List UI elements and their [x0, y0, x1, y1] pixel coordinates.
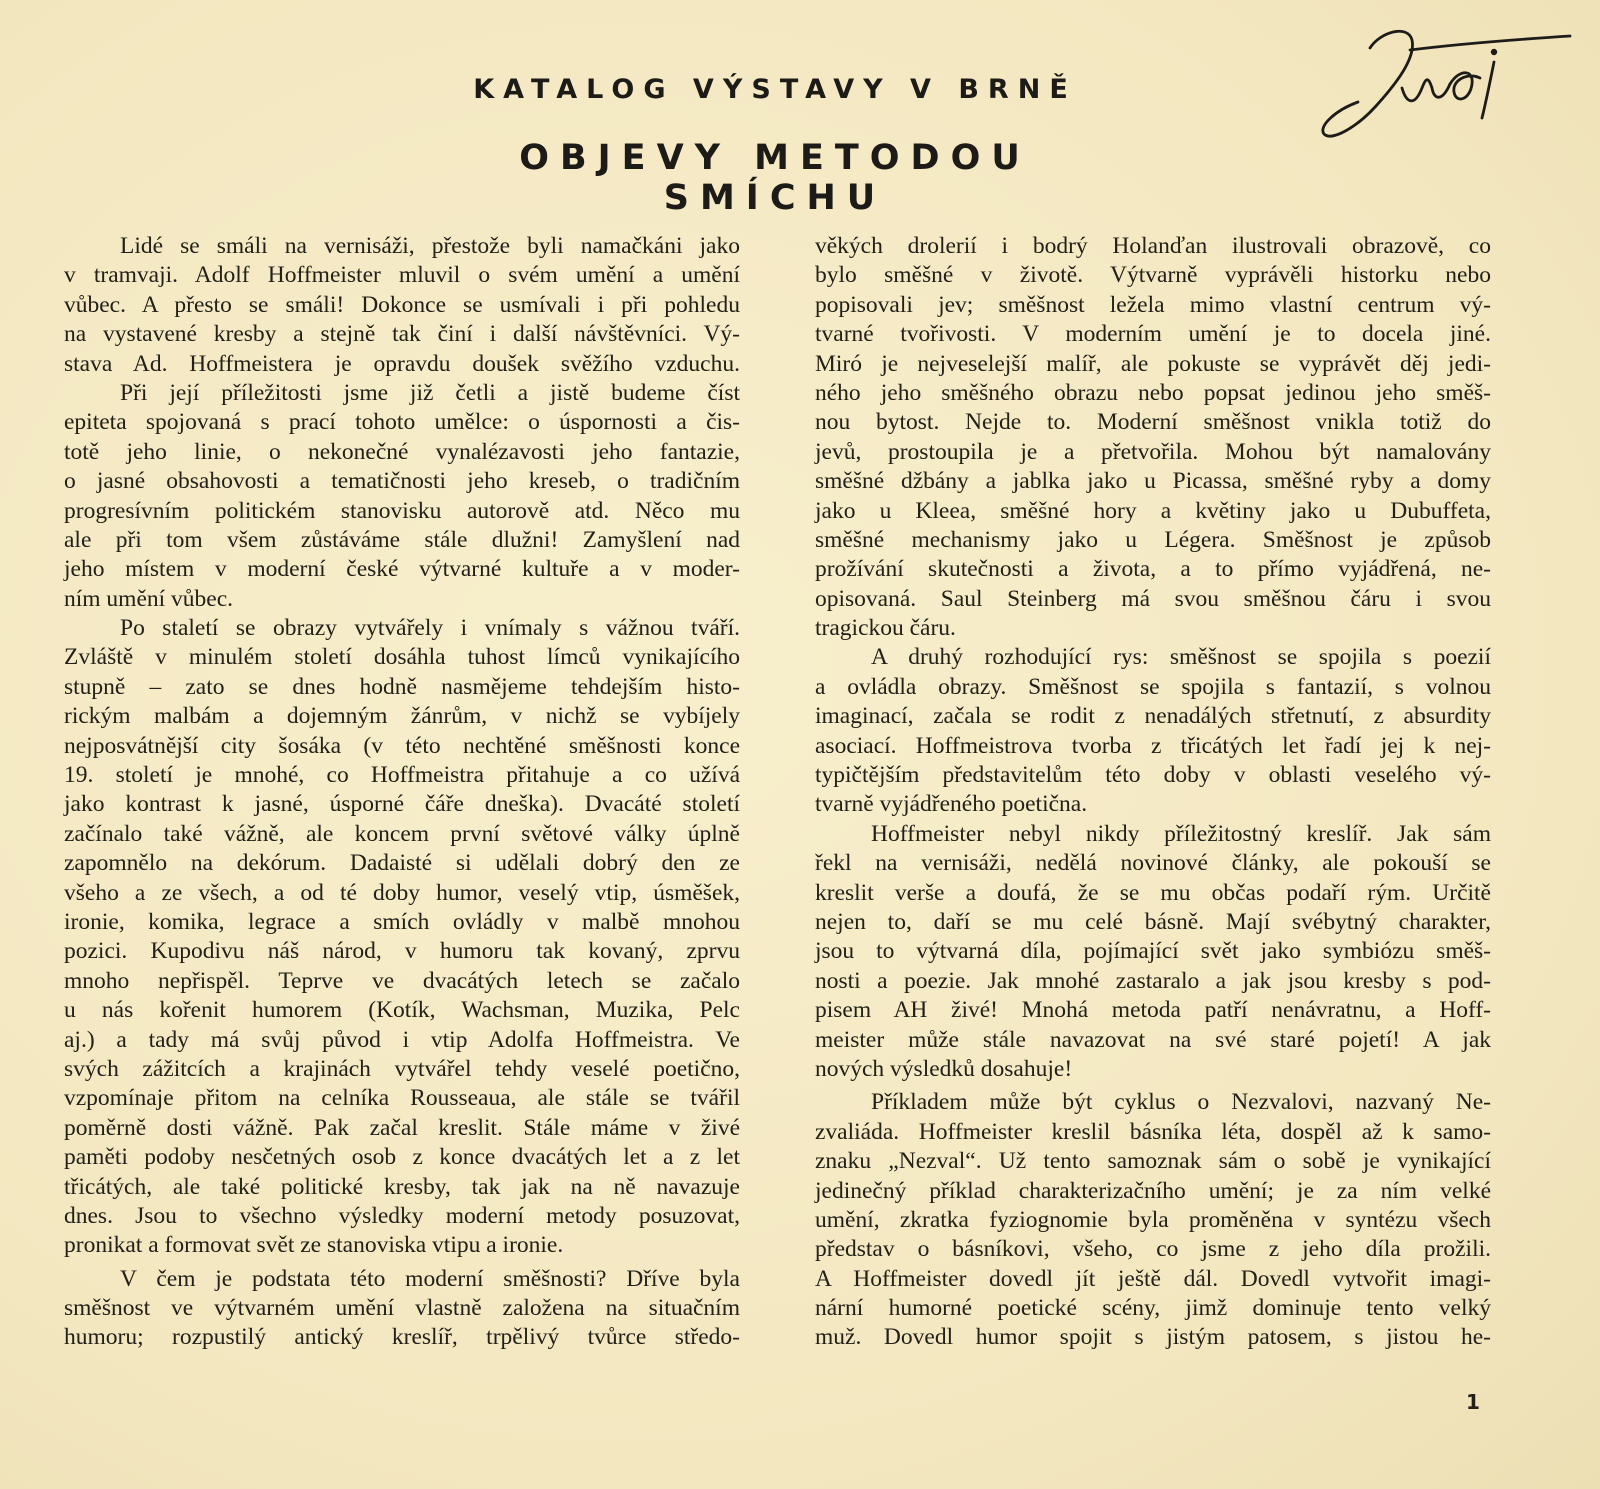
text-line: ale při tom všem zůstáváme stále dlužni! Zamyšlení nad: [64, 526, 740, 553]
text-line: Miró je nejveselejší malíř, ale pokuste se vyprávět děj jedi-: [815, 350, 1491, 377]
text-line: nejposvátnější city šosáka (v této nechtěné směšnosti konce: [64, 732, 740, 759]
text-line: všeho a ze všech, a od té doby humor, veselý vtip, úsměšek,: [64, 879, 740, 906]
text-line: muž. Dovedl humor spojit s jistým patosem, s jistou he-: [815, 1324, 1491, 1351]
text-line: imaginací, začala se rodit z nenadálých střetnutí, z absurdity: [815, 703, 1491, 730]
text-line: směšné mechanismy jako u Légera. Směšnost je způsob: [815, 526, 1491, 553]
text-line: epiteta spojovaná s prací tohoto umělce: o úspornosti a čis-: [64, 409, 740, 436]
text-line: ním umění vůbec.: [64, 585, 234, 612]
text-line: u nás kořenit humorem (Kotík, Wachsman, Muzika, Pelc: [64, 997, 740, 1024]
text-line: vzpomínaje přitom na celníka Rousseaua, ale stále se tvářil: [64, 1085, 740, 1112]
text-line: totě jeho linie, o nekonečné vynalézavosti jeho fantazie,: [64, 438, 740, 465]
text-line: Po staletí se obrazy vytvářely i vnímaly s vážnou tváří.: [120, 615, 740, 642]
text-line: nových výsledků dosahuje!: [815, 1055, 1073, 1082]
article-headline: OBJEVY METODOU SMÍCHU: [519, 138, 1031, 218]
text-line: ironie, komika, legrace a smích ovládly v malbě mnohou: [64, 908, 740, 935]
text-line: poměrně dosti vážně. Pak začal kreslit. Stále máme v živé: [64, 1114, 740, 1141]
text-line: představ o básníkovi, všeho, co jsme z jeho díla prožili.: [815, 1236, 1491, 1263]
text-line: mnoho nepřispěl. Teprve ve dvacátých letech se začalo: [64, 967, 740, 994]
text-line: znaku „Nezval“. Už tento samoznak sám o sobě je vynikající: [815, 1148, 1491, 1175]
text-line: začínalo také vážně, ale koncem první světové války úplně: [64, 820, 740, 847]
text-line: řekl na vernisáži, nedělá novinové články, ale pokouší se: [815, 850, 1491, 877]
text-line: prožívání skutečnosti a života, a to přímo vyjádřená, ne-: [815, 556, 1491, 583]
catalog-kicker: KATALOG VÝSTAVY V BRNĚ: [473, 74, 1077, 105]
text-line: progresívním politickém stanovisku autorově atd. Něco mu: [64, 497, 740, 524]
left-text-column: [64, 232, 740, 1353]
text-line: věkých drolerií i bodrý Holanďan ilustrovali obrazově, co: [815, 233, 1491, 259]
text-line: Hoffmeister nebyl nikdy příležitostný kreslíř. Jak sám: [871, 820, 1491, 847]
handwritten-signature: [1318, 18, 1576, 148]
text-line: bylo směšné v životě. Výtvarně vyprávěli historku nebo: [815, 262, 1491, 289]
text-line: Zvláště v minulém století dosáhla tuhost límců vynikajícího: [64, 644, 740, 671]
text-line: tvarné tvořivosti. V moderním umění je to docela jiné.: [815, 321, 1491, 348]
text-line: V čem je podstata této moderní směšnosti? Dříve byla: [120, 1265, 740, 1292]
text-line: meister může stále navazovat na své staré pojetí! A jak: [815, 1026, 1491, 1053]
text-line: v tramvaji. Adolf Hoffmeister mluvil o svém umění a umění: [64, 262, 740, 289]
text-line: paměti podoby nesčetných osob z konce dvacátých let a z let: [64, 1144, 740, 1171]
text-line: stava Ad. Hoffmeistera je opravdu doušek svěžího vzduchu.: [64, 350, 740, 377]
text-line: 19. století je mnohé, co Hoffmeistra přitahuje a co užívá: [64, 762, 740, 789]
text-line: rickým malbám a dojemným žánrům, v nichž se vybíjely: [64, 703, 740, 730]
text-line: umění, zkratka fyziognomie byla proměněna v syntézu všech: [815, 1206, 1491, 1233]
text-line: nární humorné poetické scény, jimž dominuje tento velký: [815, 1295, 1491, 1322]
text-line: Lidé se smáli na vernisáži, přestože byli namačkáni jako: [120, 233, 740, 259]
text-line: kreslit verše a doufá, že se mu občas podaří rým. Určitě: [815, 879, 1491, 906]
text-line: popisovali jev; směšnost ležela mimo vlastní centrum vý-: [815, 291, 1491, 318]
text-line: pozici. Kupodivu náš národ, v humoru tak kovaný, zprvu: [64, 938, 740, 965]
text-line: jsou to výtvarná díla, pojímající svět jako symbiózu směš-: [815, 938, 1491, 965]
text-line: směšné džbány a jablka jako u Picassa, směšné ryby a domy: [815, 468, 1491, 495]
text-line: humoru; rozpustilý antický kreslíř, trpělivý tvůrce středo-: [64, 1324, 740, 1351]
text-line: na vystavené kresby a stejně tak činí i další návštěvníci. Vý-: [64, 321, 740, 348]
text-line: jako kontrast k jasné, úsporné čáře dneška). Dvacáté století: [64, 791, 740, 818]
text-line: pronikat a formovat svět ze stanoviska vtipu a ironie.: [64, 1232, 564, 1259]
text-line: nosti a poezie. Jak mnohé zastaralo a jak jsou kresby s pod-: [815, 967, 1491, 994]
text-line: stupně – zato se dnes hodně nasmějeme tehdejším histo-: [64, 673, 740, 700]
text-line: pisem AH živé! Mnohá metoda patří nenávratnu, a Hoff-: [815, 997, 1491, 1024]
text-line: typičtějším představitelům této doby v oblasti veselého vý-: [815, 762, 1491, 789]
text-line: vůbec. A přesto se smáli! Dokonce se usmívali i při pohledu: [64, 291, 740, 318]
text-line: o jasné obsahovosti a tematičnosti jeho kreseb, o tradičním: [64, 468, 740, 495]
text-line: jako u Kleea, směšné hory a květiny jako u Dubuffeta,: [815, 497, 1491, 524]
text-line: tvarně vyjádřeného poetična.: [815, 791, 1088, 818]
text-line: jevů, prostoupila je a přetvořila. Mohou být namalovány: [815, 438, 1491, 465]
text-line: dnes. Jsou to všechno výsledky moderní metody posuzovat,: [64, 1202, 740, 1229]
text-line: nejen to, daří se mu celé básně. Mají svébytný charakter,: [815, 908, 1491, 935]
text-line: opisovaná. Saul Steinberg má svou směšnou čáru i svou: [815, 585, 1491, 612]
text-line: zapomnělo na dekórum. Dadaisté si udělali dobrý den ze: [64, 850, 740, 877]
page-number: 1: [1466, 1390, 1480, 1414]
text-line: aj.) a tady má svůj původ i vtip Adolfa Hoffmeistra. Ve: [64, 1026, 740, 1053]
text-line: tragickou čáru.: [815, 615, 956, 642]
text-line: třicátých, ale také politické kresby, tak jak na ně navazuje: [64, 1173, 740, 1200]
text-line: ného jeho směšného obrazu nebo popsat jedinou jeho směš-: [815, 379, 1491, 406]
text-line: jedinečný příklad charakterizačního umění; je za ním velké: [815, 1177, 1491, 1204]
text-line: jeho místem v moderní české výtvarné kultuře a v moder-: [64, 556, 740, 583]
text-line: A druhý rozhodující rys: směšnost se spojila s poezií: [871, 644, 1491, 671]
text-line: A Hoffmeister dovedl jít ještě dál. Dovedl vytvořit imagi-: [815, 1265, 1491, 1292]
text-line: Při její příležitosti jsme již četli a jistě budeme číst: [120, 379, 740, 406]
text-line: asociací. Hoffmeistrova tvorba z třicátých let řadí jej k nej-: [815, 732, 1491, 759]
text-line: zvaliáda. Hoffmeister kreslil básníka léta, dospěl až k samo-: [815, 1118, 1491, 1145]
right-text-column: [815, 232, 1491, 1353]
text-line: svých zážitcích a krajinách vytvářel tehdy veselé poetično,: [64, 1055, 740, 1082]
text-line: nou bytost. Nejde to. Moderní směšnost vnikla totiž do: [815, 409, 1491, 436]
text-line: Příkladem může být cyklus o Nezvalovi, nazvaný Ne-: [871, 1089, 1491, 1116]
text-line: a ovládla obrazy. Směšnost se spojila s fantazií, s volnou: [815, 673, 1491, 700]
text-line: směšnost ve výtvarném umění vlastně založena na situačním: [64, 1295, 740, 1322]
